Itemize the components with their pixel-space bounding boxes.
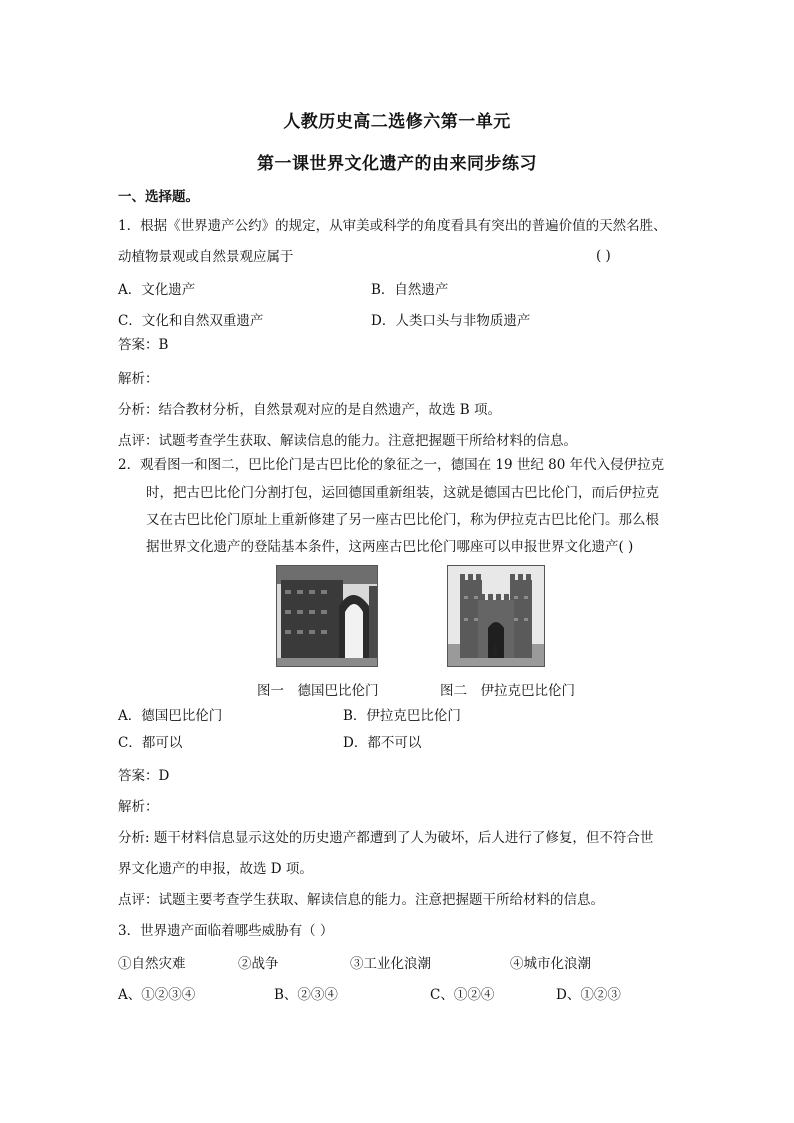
q1-option-a: A．文化遗产 [118, 282, 196, 298]
q2-stem-line2: 时，把古巴比伦门分割打包，运回德国重新组装，这就是德国古巴比伦门，而后伊拉克 [146, 485, 659, 501]
figure-2-iraqi-gate-photo [447, 565, 545, 667]
figure-1-german-gate-photo [276, 565, 378, 667]
q2-option-d: D．都不可以 [343, 735, 422, 751]
q1-analysis: 分析：结合教材分析，自然景观对应的是自然遗产，故选 B 项。 [118, 402, 502, 418]
q1-option-c: C．文化和自然双重遗产 [118, 313, 264, 329]
q3-item-3: ③工业化浪潮 [350, 956, 431, 972]
q2-analysis-line2: 界文化遗产的申报，故选 D 项。 [118, 861, 313, 877]
q3-option-b: B、②③④ [274, 987, 338, 1003]
q2-answer: 答案：D [118, 768, 170, 784]
q3-item-1: ①自然灾难 [118, 956, 186, 972]
lesson-title: 第一课世界文化遗产的由来同步练习 [257, 154, 537, 174]
q2-option-b: B．伊拉克巴比伦门 [343, 708, 461, 724]
q1-explanation-label: 解析： [118, 371, 159, 387]
q1-answer: 答案：B [118, 337, 169, 353]
q1-stem-line1: 1．根据《世界遗产公约》的规定，从审美或科学的角度看具有突出的普遍价值的天然名胜、 [118, 218, 667, 234]
q2-comment: 点评：试题主要考查学生获取、解读信息的能力。注意把握题干所给材料的信息。 [118, 892, 604, 908]
q2-stem-line1: 2．观看图一和图二，巴比伦门是古巴比伦的象征之一，德国在 19 世纪 80 年代入侵伊拉克 [118, 457, 665, 473]
section-heading: 一、选择题。 [118, 189, 199, 205]
q1-option-d: D．人类口头与非物质遗产 [371, 313, 531, 329]
q2-stem-line4: 据世界文化遗产的登陆基本条件，这两座古巴比伦门哪座可以申报世界文化遗产( ) [146, 539, 634, 555]
q2-option-c: C．都可以 [118, 735, 183, 751]
q3-item-4: ④城市化浪潮 [510, 956, 591, 972]
q1-comment: 点评：试题考查学生获取、解读信息的能力。注意把握题干所给材料的信息。 [118, 433, 577, 449]
q1-option-b: B．自然遗产 [371, 282, 449, 298]
gate-image-2 [448, 566, 544, 666]
q2-explanation-label: 解析： [118, 799, 159, 815]
figure-2-caption: 图二 伊拉克巴比伦门 [440, 683, 575, 699]
q2-option-a: A．德国巴比伦门 [118, 708, 223, 724]
gate-image-1 [277, 566, 377, 666]
q3-item-2: ②战争 [238, 956, 279, 972]
q2-stem-line3: 又在古巴比伦门原址上重新修建了另一座古巴比伦门，称为伊拉克古巴比伦门。那么根 [146, 512, 659, 528]
q3-option-c: C、①②④ [430, 987, 495, 1003]
q3-option-d: D、①②③ [556, 987, 621, 1003]
q2-analysis-line1: 分析: 题干材料信息显示这处的历史遗产都遭到了人为破坏，后人进行了修复，但不符合世 [118, 830, 654, 846]
figure-1-caption: 图一 德国巴比伦门 [257, 683, 379, 699]
document-title: 人教历史高二选修六第一单元 [283, 112, 511, 132]
q1-answer-blank: ( ) [596, 248, 611, 264]
q3-option-a: A、①②③④ [118, 987, 196, 1003]
q1-stem-line2: 动植物景观或自然景观应属于 [118, 249, 294, 265]
q3-stem: 3．世界遗产面临着哪些威胁有（ ） [118, 923, 334, 939]
